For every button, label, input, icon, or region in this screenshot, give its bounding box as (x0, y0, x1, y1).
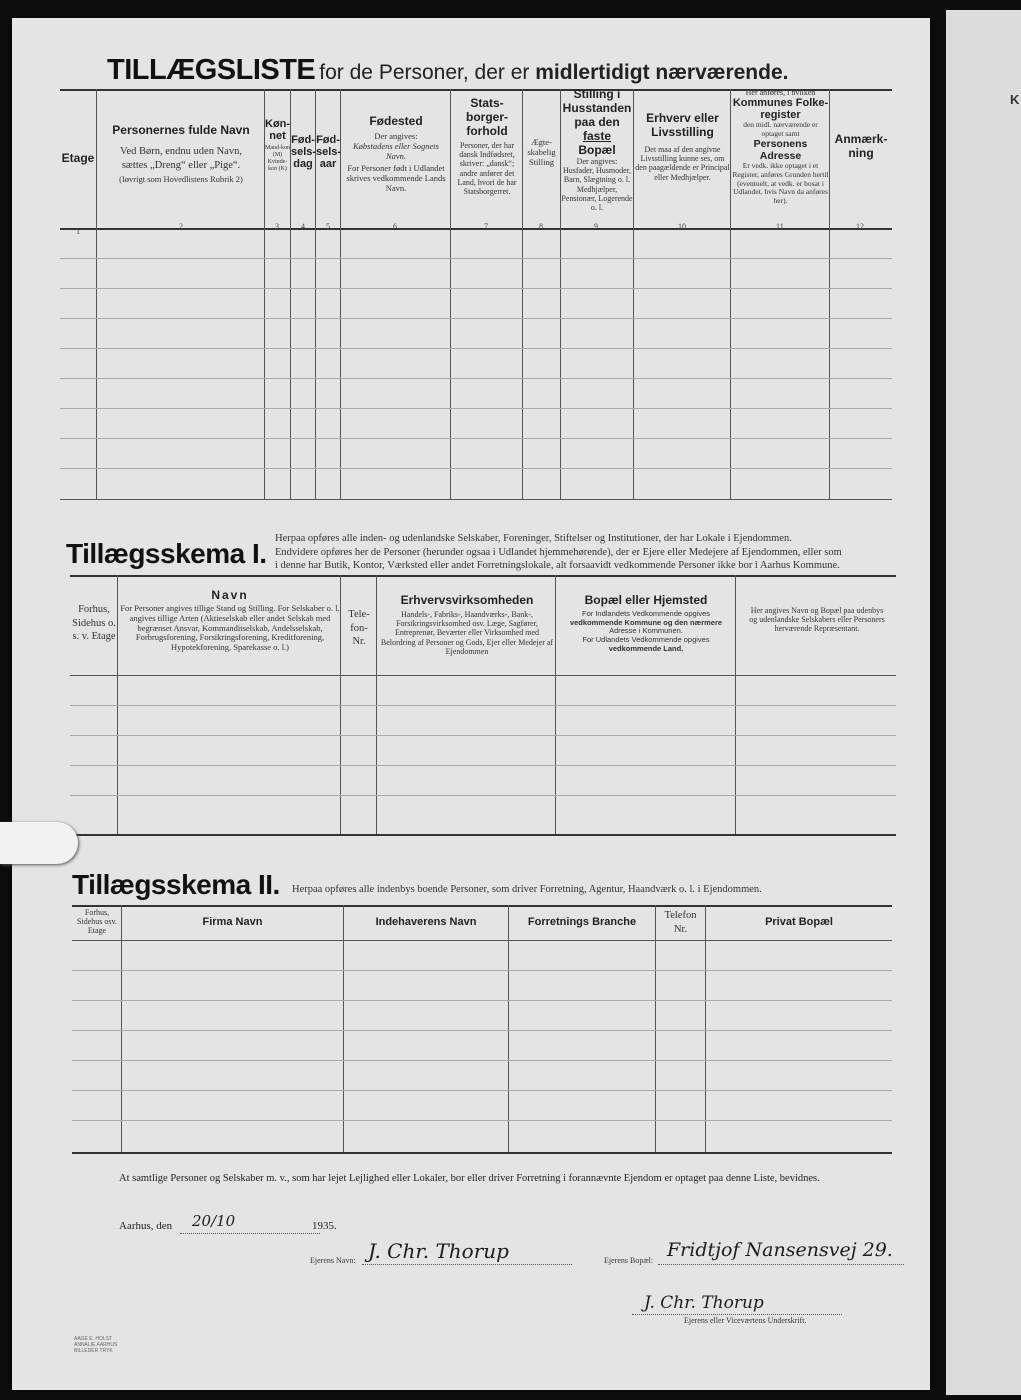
list-bottom-border (60, 499, 892, 500)
list-col-registry-t1: Kommunes Folke- (732, 97, 829, 110)
adjacent-page-letter: K (1010, 92, 1020, 107)
list-row (60, 378, 892, 379)
list-col-birthplace-title: Fødested (369, 114, 423, 128)
form-page (12, 18, 930, 1390)
skema2-row (72, 1120, 892, 1121)
list-col-occupation-t2: Livsstilling (651, 125, 714, 139)
skema2-col-phone-a: Telefon (664, 910, 697, 921)
skema1-desc-line1: Herpaa opføres alle inden- og udenlandske Selskaber, Foreninger, Stiftelser og Institutioner, der har Lokale i Ejendommen. (275, 533, 792, 544)
skema2-row (72, 1000, 892, 1001)
owner-address-handwritten: Fridtjof Nansensvej 29. (667, 1239, 893, 1261)
skema2-row (72, 1060, 892, 1061)
skema1-row (70, 795, 896, 796)
skema1-col-phone-t3: Nr. (352, 636, 366, 648)
list-col-birthplace-sub2: Købstadens eller Sognets Navn. (353, 140, 439, 161)
skema2-col-divider (121, 905, 122, 1152)
skema1-desc-line2: Endvidere opføres her de Personer (herunder ogsaa i Udlandet hjemmehørende), der er Ejere eller Medejere af Ejendommen, eller som (275, 546, 842, 558)
col-number: 10 (678, 222, 686, 231)
list-col-household-t4: faste (582, 129, 611, 143)
col-number: 8 (539, 222, 543, 231)
list-col-name-title: Personernes fulde Navn (112, 123, 250, 137)
list-subtitle (319, 61, 788, 84)
skema1-col-residence-sub2: vedkommende Kommune og den nærmere (569, 617, 723, 627)
list-col-birthday-t2: sels- (291, 146, 317, 158)
skema2-description: Herpaa opføres alle indenbys boende Personer, som driver Forretning, Agentur, Haandværk o. l. i Ejendommen. (292, 884, 762, 895)
skema1-col-business-title: Erhvervsvirksomheden (400, 593, 534, 607)
list-col-marital (523, 138, 560, 167)
list-col-birthday (291, 134, 315, 170)
list-col-registry-t2: register (760, 109, 801, 122)
skema1-col-business-sub: Handels-, Fabriks-, Haandværks-, Bank-, Forsikringsvirksomhed osv. Læge, Sagfører, Entreprenør, Beværter eller Virksomhed med Belordring af Personer og Gods, Ejer eller Medejer af Ejendommen (380, 610, 554, 656)
list-col-registry-sub3: Er vedk. ikke optaget i et Register, anføres Grunden hertil (eventuelt, at vedk. er bosat i Udlandet, hvis Navn da anføres her). (732, 161, 829, 205)
list-col-sex-title1: Køn- (265, 118, 291, 130)
col-number: 5 (326, 222, 330, 231)
list-col-registry-t3: Personens Adresse (753, 138, 808, 163)
skema2-col-etage: Forhus, Sidehus osv. Etage (77, 908, 117, 936)
skema2-col-divider (508, 905, 509, 1152)
list-col-birthyear-t1: Fød- (316, 134, 340, 146)
list-col-occupation (635, 111, 730, 182)
skema1-col-residence-sub1: For Indlandets Vedkommende opgives (582, 609, 710, 618)
list-col-etage: Etage (61, 151, 95, 165)
adjacent-page (946, 10, 1021, 1395)
list-row (60, 288, 892, 289)
list-col-remarks-t1: Anmærk- (834, 132, 888, 146)
list-col-occupation-t1: Erhverv eller (646, 111, 719, 125)
skema1-row (70, 735, 896, 736)
skema2-col-phone (656, 909, 705, 936)
list-col-birthplace-sub1: Der angives: (374, 131, 418, 141)
skema1-col-residence-sub5: vedkommende Land. (608, 643, 684, 653)
skema2-col-phone-b: Nr. (673, 923, 688, 935)
list-subtitle-bold: midlertidigt nærværende. (535, 61, 789, 84)
skema2-col-branch-label: Forretnings Branche (527, 916, 637, 928)
list-col-marital-t1: Ægte- (531, 137, 552, 147)
footer-statement: At samtlige Personer og Selskaber m. v., som har lejet Lejlighed eller Lokaler, bor eller driver Forretning i forannævnte Ejendom er optaget paa denne Liste, bevidnes. (119, 1173, 820, 1184)
list-col-household-t3: paa den (574, 115, 620, 129)
col-number: 9 (594, 222, 598, 231)
list-col-name (98, 123, 264, 185)
owner-address-line (658, 1264, 904, 1265)
list-col-sex-sub: Mand-kon (M) Kvinde-kon (K) (265, 145, 290, 172)
skema1-col-residence-sub4: For Udlandets Vedkommende opgives (582, 634, 710, 644)
list-col-birthday-t3: dag (293, 158, 313, 170)
skema2-title: Tillægsskema II. (72, 869, 280, 900)
list-col-household (561, 87, 633, 212)
skema1-col-phone (342, 608, 376, 649)
list-col-name-sub3: (Iøvrigt som Hovedlistens Rubrik 2) (119, 174, 243, 185)
owner-name-label: Ejerens Navn: (310, 1256, 356, 1265)
list-col-occupation-sub: Det maa af den angivne Livsstilling kunne ses, om den paagældende er Principal eller Medhjælper. (635, 145, 730, 182)
list-col-household-t1: Stilling i (573, 87, 621, 101)
col-number: 2 (179, 222, 183, 231)
skema2-top-border (72, 905, 892, 907)
list-col-birthyear (316, 134, 340, 170)
list-col-citizenship-sub: Personer, der har dansk Indfødsret, skriver: „dansk“; andre anfører det Land, hvori de har Statsborgerret. (457, 141, 517, 196)
skema2-col-private-address: Privat Bopæl (765, 916, 833, 928)
list-col-registry-sub1: Her anføres, i hvilken (745, 88, 816, 97)
skema1-col-phone-t1: Tele- (348, 609, 370, 620)
date-label: Aarhus, den (119, 1220, 173, 1232)
year: 1935. (312, 1220, 337, 1232)
list-col-household-sub: Der angives: Husfader, Husmoder, Barn, Slægtning o. l. Medhjælper, Pensionær, Logerende o. l. (561, 157, 633, 212)
skema1-col-business (379, 593, 555, 656)
binder-clip (0, 822, 78, 864)
list-col-birthplace-sub3: For Personer født i Udlandet skrives vedkommende Lands Navn. (346, 163, 446, 193)
skema1-col-residence (557, 593, 735, 653)
list-col-household-t5: Bopæl (578, 143, 616, 157)
skema1-title: Tillægsskema I. (66, 538, 267, 569)
signature-label: Ejerens eller Viceværtens Underskrift. (684, 1316, 807, 1325)
skema1-col-name-title: Navn (211, 588, 249, 602)
skema1-col-name-sub: For Personer angives tillige Stand og Stilling. For Selskaber o. l. angives tillige Arten (Aktieselskab eller andet Selskab med begrænset Ansvar, Kommanditselskab, Andelsselskab, Forbrugsforening, Forsikringsforening, Kreditforening, Hypotekforening, Sparekasse o. l.) (120, 603, 340, 653)
col-number: 6 (393, 222, 397, 231)
skema1-col-name (120, 588, 340, 653)
skema2-col-divider (655, 905, 656, 1152)
list-col-remarks-t2: ning (848, 146, 874, 160)
col-number: 3 (275, 222, 279, 231)
list-row (60, 318, 892, 319)
list-col-registry-sub2: den midl. nærværende er optaget samt (743, 120, 818, 138)
list-subtitle-normal: for de Personer, der er (319, 61, 530, 84)
printer-mark: AAGE E. HOLST ANNALIE AARHUS BILLEDER TRYK (74, 1336, 118, 1354)
date-handwritten: 20/10 (192, 1212, 236, 1230)
list-col-birthyear-t3: aar (319, 158, 337, 170)
col-number: 1 (76, 227, 80, 236)
skema1-header-bottom (70, 675, 896, 676)
skema1-col-phone-t2: fon- (350, 622, 368, 634)
skema1-row (70, 705, 896, 706)
skema2-col-divider (343, 905, 344, 1152)
list-row (60, 408, 892, 409)
skema2-header-bottom (72, 940, 892, 941)
list-col-sex (265, 118, 290, 173)
list-col-sex-title2: net (269, 130, 286, 142)
col-number: 12 (856, 222, 864, 231)
col-number: 7 (484, 222, 488, 231)
signature-handwritten: J. Chr. Thorup (644, 1293, 764, 1313)
skema2-col-divider (705, 905, 706, 1152)
skema1-col-residence-sub3: Adresse i Kommunen. (609, 626, 683, 636)
list-col-remarks (830, 132, 892, 160)
list-row (60, 468, 892, 469)
skema1-col-residence-title: Bopæl eller Hjemsted (584, 593, 708, 607)
list-col-citizenship-t2: borger- (466, 110, 508, 124)
list-heading (107, 54, 788, 87)
list-header-bottom (60, 228, 892, 230)
skema2-col-branch (509, 916, 655, 928)
list-row (60, 438, 892, 439)
col-number: 4 (301, 222, 305, 231)
skema1-desc-line3: i denne har Butik, Kontor, Værksted eller andet Forretningslokale, alt forsaavidt vedkommende Personer ikke bor i Aarhus Kommune. (275, 560, 840, 572)
list-col-citizenship (452, 96, 522, 196)
skema1-row (70, 765, 896, 766)
list-col-birthyear-t2: sels- (316, 146, 342, 158)
skema2-bottom-border (72, 1152, 892, 1154)
list-col-birthday-t1: Fød- (291, 134, 315, 146)
owner-address-label: Ejerens Bopæl: (604, 1256, 654, 1265)
list-col-household-t2: Husstanden (562, 101, 632, 115)
list-col-citizenship-t1: Stats- (470, 96, 504, 110)
skema2-col-owner: Indehaverens Navn (375, 916, 477, 928)
skema2-row (72, 970, 892, 971)
skema1-bottom-border (70, 834, 896, 836)
owner-name-line (362, 1264, 572, 1265)
skema2-row (72, 1090, 892, 1091)
list-col-marital-t2: skabelig (527, 146, 556, 157)
list-col-marital-t3: Stilling (528, 156, 555, 167)
list-col-name-sub1: Ved Børn, endnu uden Navn, (120, 146, 242, 157)
skema2-row (72, 1030, 892, 1031)
list-col-registry (732, 88, 829, 206)
list-title: TILLÆGSLISTE (107, 54, 316, 86)
skema1-col-etage: Forhus, Sidehus o. s. v. Etage (72, 604, 116, 643)
owner-name-handwritten: J. Chr. Thorup (368, 1239, 509, 1263)
skema1-col-representative: Her angives Navn og Bopæl paa udenbys og udenlandske Selskabers eller Personers herværende Repræsentant. (749, 606, 885, 634)
skema1-top-border (70, 575, 896, 577)
list-col-name-sub2: sættes „Dreng“ eller „Pige“. (121, 159, 241, 171)
date-line (180, 1233, 320, 1234)
signature-line (632, 1314, 842, 1315)
list-row (60, 258, 892, 259)
skema2-col-firm: Firma Navn (202, 916, 263, 928)
list-col-birthplace (342, 114, 450, 194)
skema1-description (275, 532, 905, 573)
list-col-citizenship-t3: forhold (466, 124, 508, 138)
col-number: 11 (776, 222, 784, 231)
list-row (60, 348, 892, 349)
